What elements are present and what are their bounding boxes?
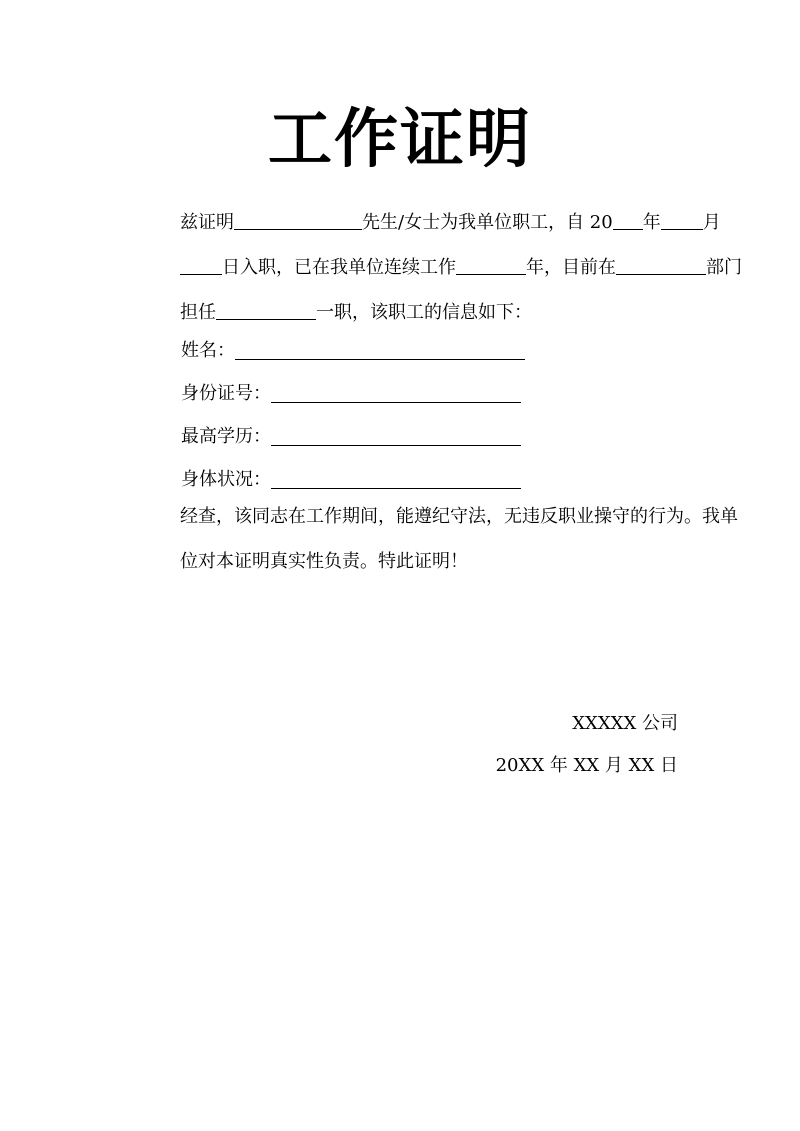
verification-paragraph: 经查，该同志在工作期间，能遵纪守法，无违反职业操守的行为。我单位对本证明真实性负责。特此证明！ (180, 506, 738, 572)
month-blank[interactable] (661, 209, 703, 230)
company-signature: XXXXX 公司 (572, 713, 678, 734)
signature-date: 20XX 年 XX 月 XX 日 (495, 755, 678, 776)
para1-text-2: 先生/女士为我单位职工，自 20 (362, 212, 613, 233)
field-label: 姓名： (181, 340, 235, 361)
field-education (181, 414, 521, 459)
day-blank[interactable] (180, 254, 222, 275)
certification-paragraph (122, 200, 750, 335)
field-label: 最高学历： (181, 426, 271, 447)
field-name-line[interactable] (235, 339, 525, 360)
document-title: 工作证明 (268, 102, 532, 177)
para1-text-7: 部门担任 (180, 257, 742, 323)
para1-text-8: 一职，该职工的信息如下： (316, 302, 532, 323)
para1-text-4: 月 (702, 212, 721, 233)
field-education-line[interactable] (271, 425, 521, 446)
years-worked-blank[interactable] (456, 254, 526, 275)
position-blank[interactable] (216, 299, 316, 320)
field-label: 身体状况： (181, 469, 271, 490)
field-label: 身份证号： (181, 383, 271, 404)
para1-text-5: 日入职，已在我单位连续工作 (222, 257, 456, 278)
para1-text-3: 年 (642, 212, 661, 233)
para1-text-6: 年，目前在 (526, 257, 616, 278)
field-name (181, 328, 525, 373)
name-blank[interactable] (234, 209, 362, 230)
year-blank[interactable] (613, 209, 643, 230)
field-id-number-line[interactable] (271, 382, 521, 403)
department-blank[interactable] (616, 254, 706, 275)
field-health-line[interactable] (271, 468, 521, 489)
field-id-number (181, 371, 521, 416)
para1-text-1: 兹证明 (180, 212, 234, 233)
